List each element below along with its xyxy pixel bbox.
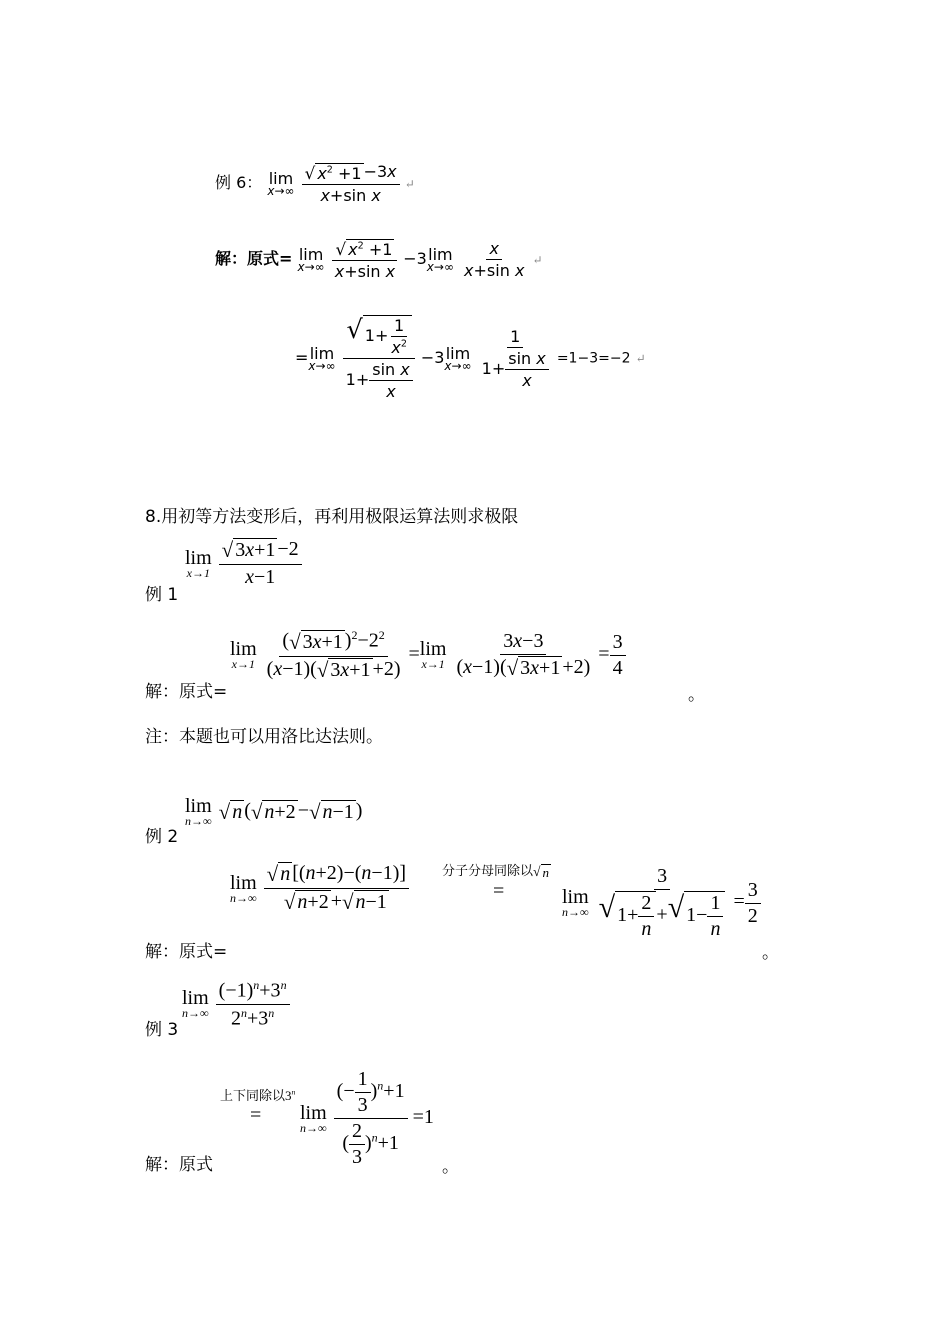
example-6-solution-line1: 解：原式= lim x→∞ √ $x^2 +1$ x+sin x −3 lim x→∞ $\frac{x}{\text{x+sin x}}$ ↵ — [215, 238, 543, 281]
example-2-expression: lim n→∞ √ n ( √ n+2 − √ n−1 ) — [185, 795, 363, 828]
example-2-label: 例 2 — [145, 827, 179, 847]
example-3-label: 例 3 — [145, 1020, 179, 1040]
example-2-solution-left: lim n→∞ √ n [(n+2)−(n−1)] √ n+2 + √ n−1 — [230, 862, 409, 915]
example-2-equals: = — [493, 880, 505, 902]
example-6-label: 例 6： — [215, 172, 263, 192]
example-6-solution-line2: = lim x→∞ √ 1+ $\frac{1}{x^2}$ 1+ $\frac{\text{sin x}}{x}$ −3 lim x→∞ 1 1+ $\frac{\text{sin x}}{x}$ =1−3=−2 ↵ — [295, 315, 646, 401]
example-3-annotation: 上下同除以3$^n$ — [220, 1087, 296, 1104]
return-mark: ↵ — [532, 252, 543, 267]
example-1-expression: lim x→1 √ 3x+1 −2 x−1 — [185, 538, 302, 589]
return-mark: ↵ — [404, 176, 415, 191]
example-1-note: 注：本题也可以用洛比达法则。 — [145, 727, 383, 747]
example-2-annotation: 分子分母同除以 √ n — [442, 863, 550, 880]
section-8-title: 8.用初等方法变形后，再利用极限运算法则求极限 — [145, 507, 519, 527]
example-1-period: 。 — [688, 685, 705, 705]
example-6-expression: lim x→∞ √ $x^2 +1$ −3x x+sin x — [267, 173, 404, 192]
example-1-solution-label: 解：原式= — [145, 682, 228, 702]
example-3-expression: lim n→∞ $\frac{(-1)^n+3^n}{2^n+3^n}$ — [182, 978, 290, 1030]
example-2-period: 。 — [762, 943, 779, 963]
example-6-solution-label: 解：原式= — [215, 248, 293, 268]
example-6-problem — [215, 162, 415, 205]
example-3-period: 。 — [442, 1157, 459, 1177]
example-2-solution-right: lim n→∞ 3 √ 1+ $\frac{2}{n}$ + √ 1− $\frac{1}{n}$ = $\frac{3}{2}$ — [562, 865, 761, 941]
example-3-equals: = — [250, 1104, 262, 1126]
example-6-image — [210, 150, 680, 425]
example-3-solution: lim n→∞ (− $\frac{1}{3}$ )$^n$+1 ( $\frac{2}{3}$ )$^n$+1 =1 — [300, 1068, 434, 1168]
example-1-solution: lim x→1 ( √ 3x+1 )$^2-2^2$ (x−1)( √ 3x+1 +2) = lim x→1 3x−3 (x−1)( √ 3x+1 +2) = $\frac{3}{4}$ — [230, 628, 626, 683]
example-3-solution-label: 解：原式 — [145, 1155, 213, 1175]
example-2-solution-label: 解：原式= — [145, 942, 228, 962]
example-6-result: =1−3=−2 — [556, 350, 631, 367]
return-mark: ↵ — [635, 351, 646, 366]
example-1-label: 例 1 — [145, 585, 179, 605]
